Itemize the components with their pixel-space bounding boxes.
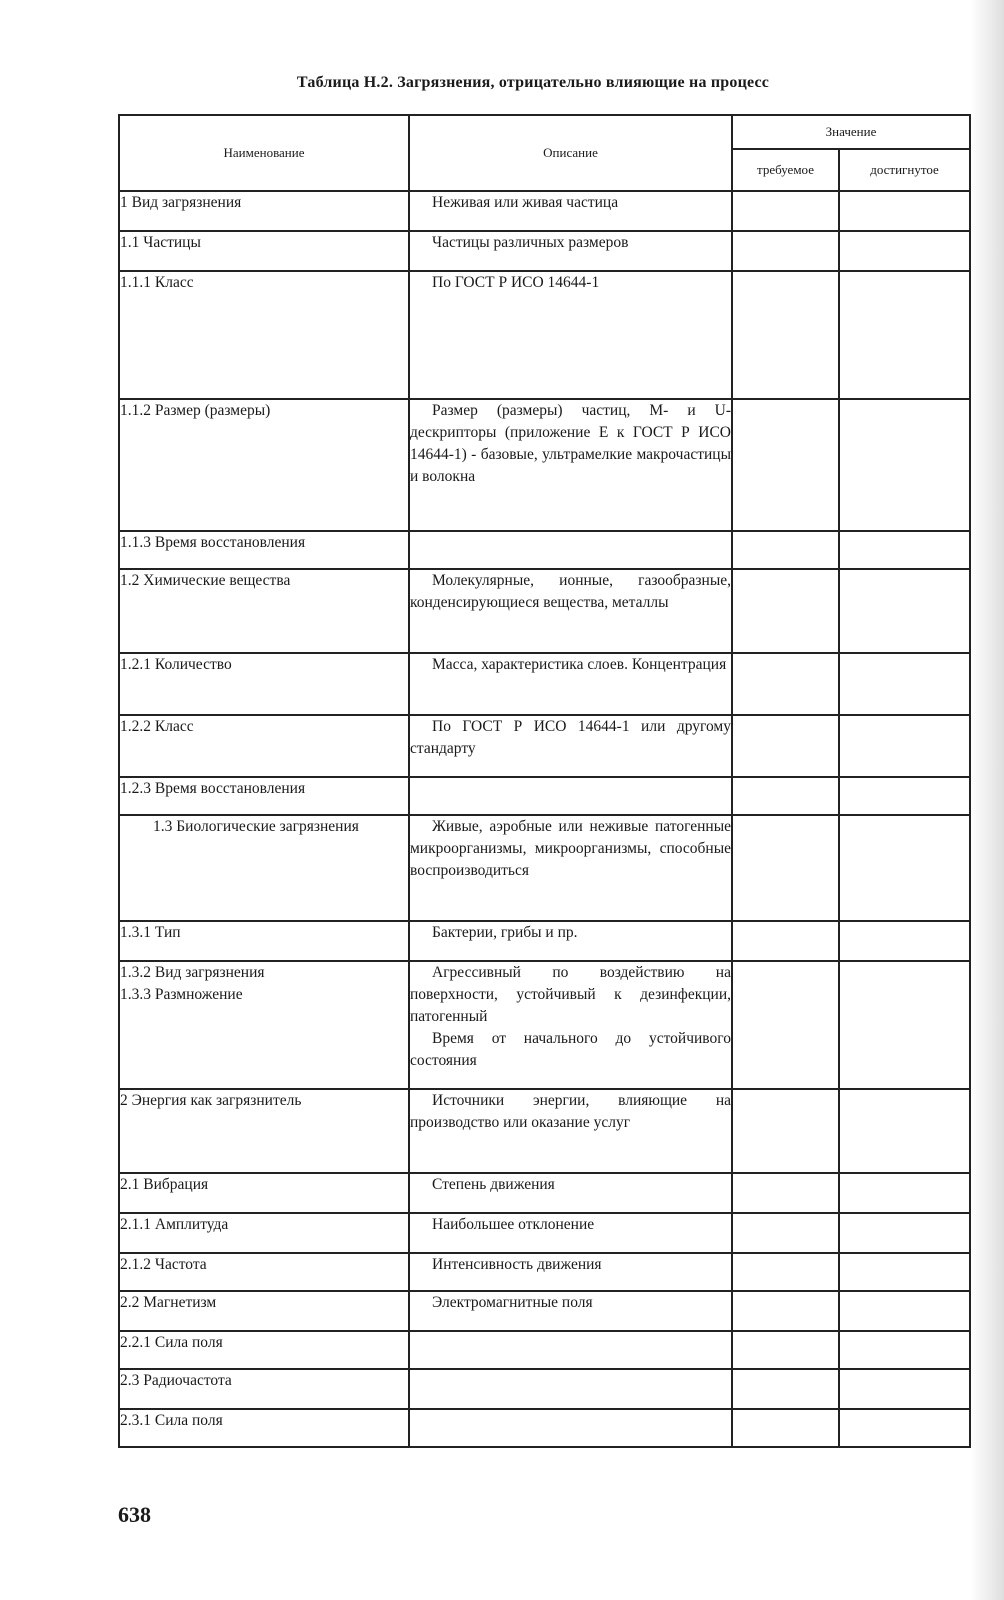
row-name: 1.1.3 Время восстановления [119,531,409,569]
row-required-cell [732,271,839,399]
row-name: 2.2 Магнетизм [119,1291,409,1331]
row-description: Живые, аэробные или неживые патогенные микроорганизмы, микроорганизмы, способные воспроизводиться [409,815,732,921]
row-required-cell [732,921,839,961]
contaminants-table [118,114,971,1448]
row-required-cell [732,1409,839,1447]
row-required-cell [732,569,839,653]
row-name: 1.3 Биологические загрязнения [119,815,409,921]
row-required-cell [732,653,839,715]
row-achieved-cell [839,1253,970,1291]
table-row [119,399,970,531]
row-required-cell [732,1331,839,1369]
row-required-cell [732,815,839,921]
table-row [119,1369,970,1409]
table-row [119,1253,970,1291]
table-row [119,777,970,815]
row-required-cell [732,1369,839,1409]
row-achieved-cell [839,921,970,961]
row-required-cell [732,1089,839,1173]
row-description [409,1331,732,1369]
row-description: Неживая или живая частица [409,191,732,231]
row-achieved-cell [839,1213,970,1253]
row-achieved-cell [839,777,970,815]
scan-page-edge [970,0,1004,1600]
row-description: Частицы различных размеров [409,231,732,271]
row-required-cell [732,715,839,777]
page-number: 638 [118,1502,151,1527]
row-description: По ГОСТ Р ИСО 14644-1 [409,271,732,399]
header-required: требуемое [732,149,839,191]
table-row [119,1213,970,1253]
row-name: 2.3 Радиочастота [119,1369,409,1409]
row-description-group [409,961,732,1089]
row-description: Источники энергии, влияющие на производство или оказание услуг [409,1089,732,1173]
row-name: 1.1 Частицы [119,231,409,271]
row-description: Размер (размеры) частиц, М- и U-дескрипторы (приложение Е к ГОСТ Р ИСО 14644-1) - базовые, ультрамелкие макрочастицы и волокна [409,399,732,531]
row-description: Наибольшее отклонение [409,1213,732,1253]
row-name: 1.3.1 Тип [119,921,409,961]
row-description: Бактерии, грибы и пр. [409,921,732,961]
header-name: Наименование [119,115,409,191]
row-achieved-cell [839,715,970,777]
row-name: 1.3.2 Вид загрязнения [120,964,265,981]
header-description: Описание [409,115,732,191]
row-achieved-cell [839,1331,970,1369]
row-name: 1.1.2 Размер (размеры) [119,399,409,531]
row-achieved-cell [839,231,970,271]
table-row [119,653,970,715]
table-row [119,1291,970,1331]
row-required-cell [732,777,839,815]
row-name: 1 Вид загрязнения [119,191,409,231]
row-achieved-cell [839,531,970,569]
table-row [119,1089,970,1173]
row-description: Интенсивность движения [409,1253,732,1291]
row-achieved-cell [839,1409,970,1447]
row-name: 2.1 Вибрация [119,1173,409,1213]
table-row [119,569,970,653]
row-achieved-cell [839,815,970,921]
row-description: По ГОСТ Р ИСО 14644-1 или другому стандарту [409,715,732,777]
table-row [119,961,970,1089]
row-achieved-cell [839,961,970,1089]
table-row [119,921,970,961]
row-required-cell [732,961,839,1089]
row-required-cell [732,399,839,531]
row-required-cell [732,191,839,231]
row-description: Степень движения [409,1173,732,1213]
row-required-cell [732,1213,839,1253]
row-required-cell [732,1173,839,1213]
row-name: 1.2.2 Класс [119,715,409,777]
row-achieved-cell [839,569,970,653]
row-achieved-cell [839,191,970,231]
row-description: Агрессивный по воздействию на поверхности, устойчивый к дезинфекции, патогенный [410,964,731,1025]
row-description [409,1409,732,1447]
table-title: Таблица Н.2. Загрязнения, отрицательно влияющие на процесс [296,74,770,91]
row-name: 2.2.1 Сила поля [119,1331,409,1369]
row-description: Время от начального до устойчивого состояния [410,1030,731,1069]
row-achieved-cell [839,399,970,531]
row-required-cell [732,231,839,271]
table-row [119,715,970,777]
row-name: 2.3.1 Сила поля [119,1409,409,1447]
row-achieved-cell [839,1173,970,1213]
row-name: 2.1.2 Частота [119,1253,409,1291]
row-name: 1.2.3 Время восстановления [119,777,409,815]
row-achieved-cell [839,1369,970,1409]
row-description [409,1369,732,1409]
header-value: Значение [732,115,970,149]
header-achieved: достигнутое [839,149,970,191]
table-row [119,531,970,569]
row-name: 1.2.1 Количество [119,653,409,715]
table-row [119,1409,970,1447]
row-description [409,531,732,569]
row-achieved-cell [839,653,970,715]
table-row [119,191,970,231]
row-achieved-cell [839,1089,970,1173]
row-name: 2 Энергия как загрязнитель [119,1089,409,1173]
row-name-group [119,961,409,1089]
row-name: 1.1.1 Класс [119,271,409,399]
row-description: Масса, характеристика слоев. Концентрация [409,653,732,715]
row-name: 2.1.1 Амплитуда [119,1213,409,1253]
table-row [119,1173,970,1213]
table-row [119,1331,970,1369]
row-required-cell [732,1253,839,1291]
row-description [409,777,732,815]
row-description: Молекулярные, ионные, газообразные, конденсирующиеся вещества, металлы [409,569,732,653]
row-required-cell [732,1291,839,1331]
table-row [119,271,970,399]
row-achieved-cell [839,1291,970,1331]
row-name: 1.3.3 Размножение [120,986,243,1003]
table-row [119,815,970,921]
row-description: Электромагнитные поля [409,1291,732,1331]
row-name: 1.2 Химические вещества [119,569,409,653]
row-achieved-cell [839,271,970,399]
row-required-cell [732,531,839,569]
table-row [119,231,970,271]
